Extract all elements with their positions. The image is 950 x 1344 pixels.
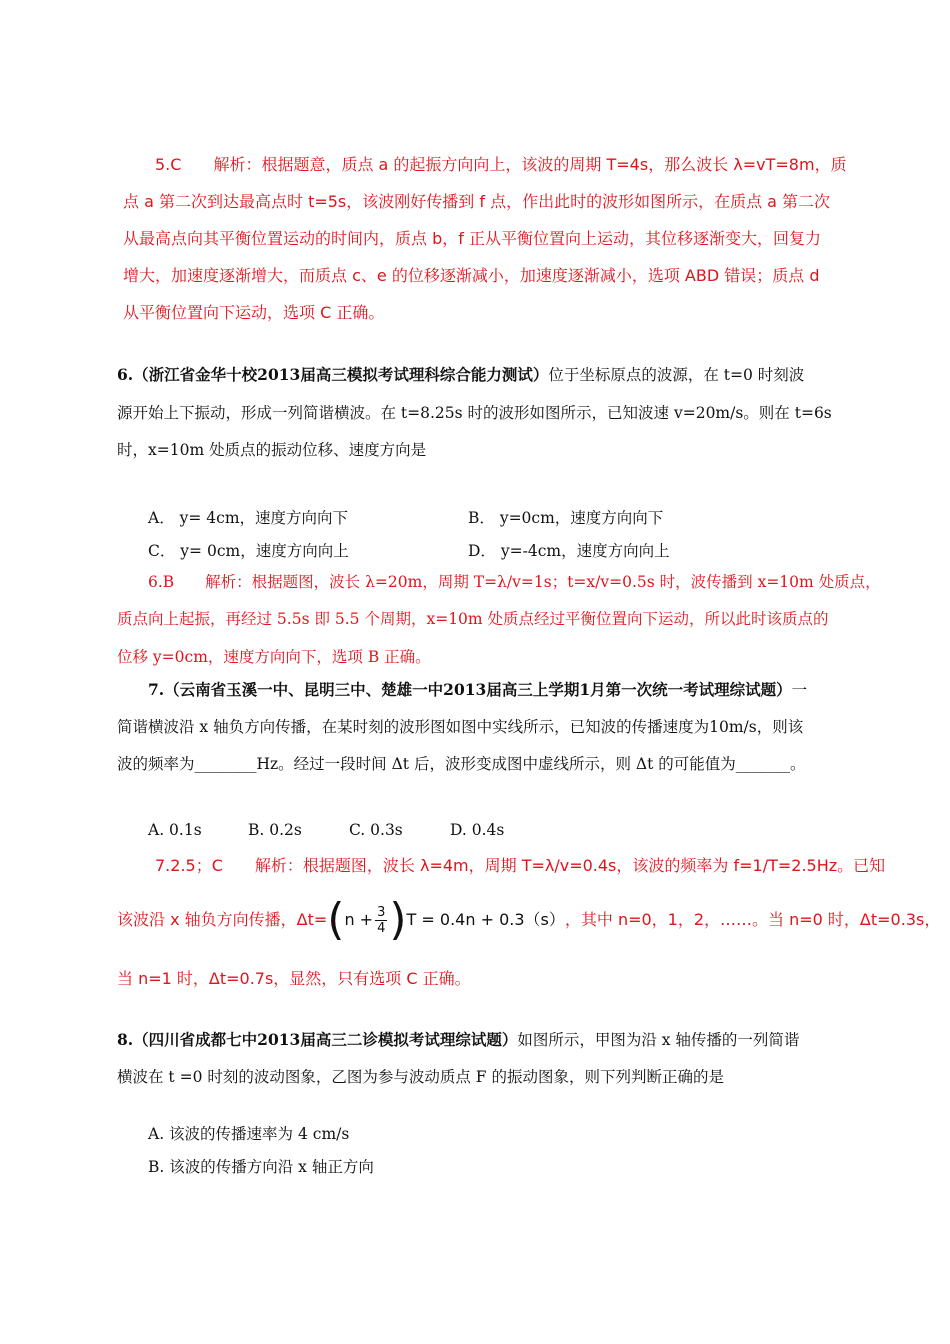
q6-option-b: B． y=0cm，速度方向向下 (468, 509, 664, 527)
q7-line-2: 简谐横波沿 x 轴负方向传播，在某时刻的波形图如图中实线所示，已知波的传播速度为10m/s，则该 (117, 718, 804, 736)
q6-option-c: C． y= 0cm，速度方向向上 (148, 542, 349, 560)
q8-line-1 (117, 1030, 799, 1050)
q6-answer-line-2: 质点向上起振，再经过 5.5s 即 5.5 个周期，x=10m 处质点经过平衡位置向下运动，所以此时该质点的 (117, 610, 829, 628)
q5-answer-line-2: 点 a 第二次到达最高点时 t=5s，该波刚好传播到 f 点，作出此时的波形如图所示，在质点 a 第二次 (123, 192, 831, 211)
q6-answer-line-1: 6.B 解析：根据题图，波长 λ=20m，周期 T=λ/v=1s；t=x/v=0.5s 时，波传播到 x=10m 处质点， (148, 573, 881, 591)
q7-answer-line-2-pre: 该波沿 x 轴负方向传播，Δt= (117, 910, 328, 929)
q7-line-3: 波的频率为________Hz。经过一段时间 Δt 后，波形变成图中虚线所示，则 Δt 的可能值为_______。 (117, 755, 806, 773)
q6-option-a: A． y= 4cm，速度方向向下 (148, 509, 349, 527)
q7-option-a: A. 0.1s (148, 821, 202, 839)
q6-option-d: D． y=-4cm，速度方向向上 (468, 542, 670, 560)
q5-answer-line-1: 5.C 解析：根据题意，质点 a 的起振方向向上，该波的周期 T=4s，那么波长 λ=vT=8m，质 (155, 155, 847, 174)
q8-source: 8.（四川省成都七中2013届高三二诊模拟考试理综试题） (117, 1030, 518, 1049)
q7-formula: ( n + $\frac{3}{4}$ ) T = 0.4n + 0.3（s） (327, 894, 565, 945)
q7-formula-numerator: 3 (377, 904, 386, 920)
q8-line-2: 横波在 t =0 时刻的波动图象，乙图为参与波动质点 F 的振动图象，则下列判断正确的是 (117, 1068, 724, 1086)
q7-formula-result: T = 0.4n + 0.3（s） (406, 910, 565, 929)
q8-option-a: A. 该波的传播速率为 4 cm/s (148, 1125, 350, 1143)
q6-line-1 (117, 365, 804, 385)
q7-answer-line-2-post: ，其中 n=0，1，2，……。当 n=0 时，Δt=0.3s， (564, 910, 941, 929)
q7-tail: 一 (791, 681, 808, 699)
q8-text-1: 如图所示，甲图为沿 x 轴传播的一列简谐 (517, 1031, 800, 1049)
q7-formula-denominator: 4 (377, 920, 386, 936)
q7-option-d: D. 0.4s (450, 821, 505, 839)
q5-answer-line-4: 增大，加速度逐渐增大，而质点 c、e 的位移逐渐减小，加速度逐渐减小，选项 ABD 错误；质点 d (123, 266, 820, 285)
q7-source: 7.（云南省玉溪一中、昆明三中、楚雄一中2013届高三上学期1月第一次统一考试理综试题） (148, 680, 792, 699)
q7-line-1 (148, 680, 807, 700)
q7-answer-line-3: 当 n=1 时，Δt=0.7s，显然，只有选项 C 正确。 (117, 969, 471, 988)
q5-answer-line-5: 从平衡位置向下运动，选项 C 正确。 (123, 303, 385, 322)
q6-source: 6.（浙江省金华十校2013届高三模拟考试理科综合能力测试） (117, 365, 549, 384)
q6-line-3: 时，x=10m 处质点的振动位移、速度方向是 (117, 441, 427, 459)
q7-answer-line-1: 7.2.5；C 解析：根据题图，波长 λ=4m，周期 T=λ/v=0.4s，该波的频率为 f=1/T=2.5Hz。已知 (155, 856, 886, 875)
q6-line-2: 源开始上下振动，形成一列简谐横波。在 t=8.25s 时的波形如图所示，已知波速 v=20m/s。则在 t=6s (117, 404, 832, 422)
q8-option-b: B. 该波的传播方向沿 x 轴正方向 (148, 1158, 374, 1176)
q7-option-b: B. 0.2s (248, 821, 302, 839)
q6-answer-line-3: 位移 y=0cm，速度方向向下，选项 B 正确。 (117, 648, 431, 666)
q7-formula-fraction (375, 905, 387, 936)
q7-answer-line-2 (117, 895, 940, 945)
q7-formula-n: n + (344, 910, 374, 929)
q6-text-1: 位于坐标原点的波源，在 t=0 时刻波 (548, 366, 805, 384)
q7-option-c: C. 0.3s (349, 821, 403, 839)
q5-answer-line-3: 从最高点向其平衡位置运动的时间内，质点 b，f 正从平衡位置向上运动，其位移逐渐变大，回复力 (123, 229, 821, 248)
